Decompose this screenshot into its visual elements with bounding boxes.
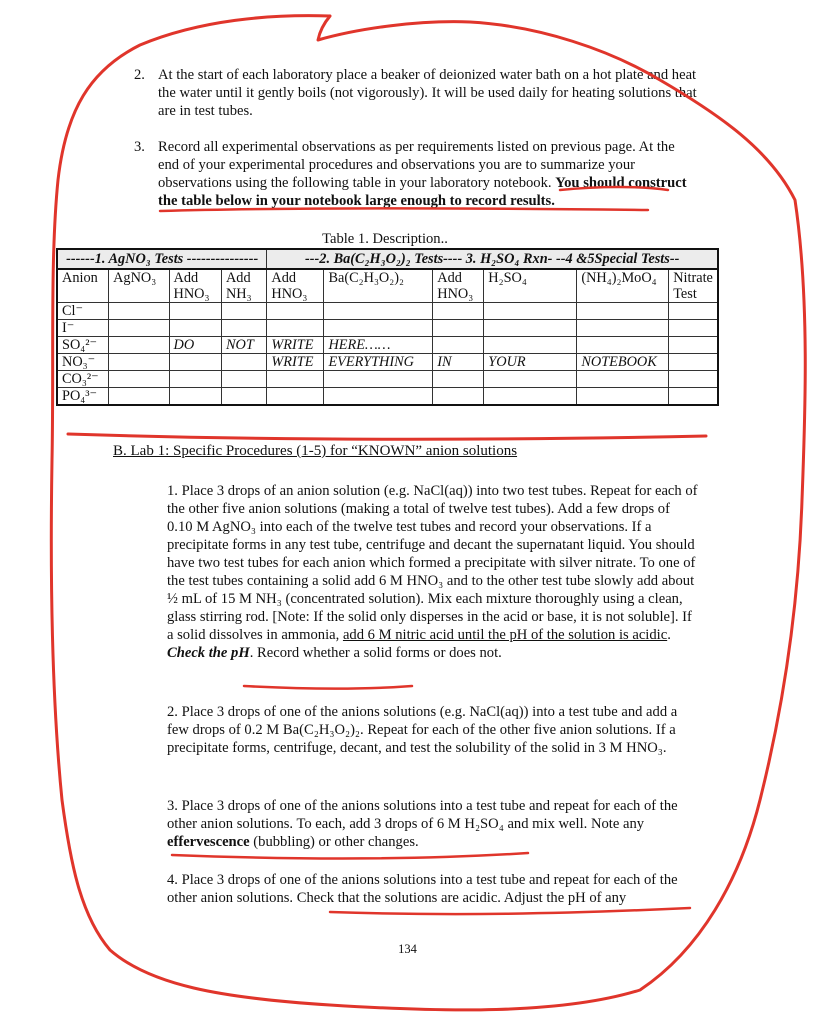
anion-cell: PO₄³⁻: [57, 388, 109, 406]
note-cell: DO: [169, 337, 221, 354]
note-cell: HERE……: [324, 337, 433, 354]
step-3-text: [158, 138, 698, 210]
note-cell: NOT: [221, 337, 266, 354]
band-other-tests: ---2. Ba(C₂H₃O₂)₂ Tests---- 3. H₂SO₄ Rxn- --4 &5Special Tests--: [267, 249, 718, 269]
note-cell: WRITE: [267, 354, 324, 371]
col-header: Add HNO₃: [267, 269, 324, 303]
underline-stroke: [172, 853, 528, 859]
table-row: [57, 354, 718, 371]
table-row: [57, 371, 718, 388]
anion-cell: NO₃⁻: [57, 354, 109, 371]
note-cell: YOUR: [484, 354, 577, 371]
col-header: Ba(C₂H₃O₂)₂: [324, 269, 433, 303]
procedure-3: [167, 797, 692, 851]
table-caption: Table 1. Description..: [322, 231, 448, 247]
table-row: [57, 303, 718, 320]
step-3: [134, 138, 698, 210]
anion-table: [56, 248, 719, 406]
step-3-bold-instruction: You should construct the table below in your notebook large enough to record results.: [158, 175, 687, 209]
step-2: [134, 66, 698, 120]
procedure-1-text: 1. Place 3 drops of an anion solution (e.g. NaCl(aq)) into two test tubes. Repeat for each of the other five anion solutions (making a total of twelve test tubes). Add a few drops of 0.10 M AgNO₃ into each of the twelve test tubes and record your observations. If a precipitate forms in any test tube, centrifuge and decant the supernatant liquid. You should have two test tubes for each anion which formed a precipitate with silver nitrate. To one of the test tubes containing a solid add 6 M HNO₃ and to the other test tube slowly add about ½ mL of 15 M NH₃ (concentrated solution). Mix each mixture thoroughly using a clean, glass stirring rod. [Note: If the solid only disperses in the acid or base, it is not soluble]. If a solid dissolves in ammonia, add 6 M nitric acid until the pH of the solution is acidic. Check the pH. Record whether a solid forms or does not.: [167, 483, 698, 661]
anion-cell: SO₄²⁻: [57, 337, 109, 354]
check-ph-emphasis: Check the pH: [167, 645, 250, 661]
col-header: H₂SO₄: [484, 269, 577, 303]
procedure-4: [167, 871, 699, 907]
table-row: [57, 337, 718, 354]
procedure-3-text: 3. Place 3 drops of one of the anions solutions into a test tube and repeat for each of the other anion solutions. To each, add 3 drops of 6 M H₂SO₄ and mix well. Note any effervescence (bubbling) or other changes.: [167, 798, 678, 850]
col-header: (NH₄)₂MoO₄: [577, 269, 669, 303]
col-header: Nitrate Test: [669, 269, 718, 303]
section-b-heading: B. Lab 1: Specific Procedures (1-5) for “KNOWN” anion solutions: [113, 443, 518, 459]
underline-stroke: [244, 686, 412, 689]
table-header-row: [57, 269, 718, 303]
table-row: [57, 388, 718, 406]
table-group-band: [57, 249, 718, 269]
page-number: 134: [398, 942, 417, 956]
col-header: Add NH₃: [221, 269, 266, 303]
note-cell: WRITE: [267, 337, 324, 354]
col-header: Anion: [57, 269, 109, 303]
col-header: Add HNO₃: [169, 269, 221, 303]
procedure-1-underlined: add 6 M nitric acid until the pH of the solution is acidic: [342, 627, 668, 643]
procedure-2-text: 2. Place 3 drops of one of the anions solutions (e.g. NaCl(aq)) into a test tube and add a few drops of 0.2 M Ba(C₂H₃O₂)₂. Repeat for each of the other five anion solutions. If a precipitate forms, centrifuge, decant, and test the solubility of the solid in 3 M HNO₃.: [167, 704, 678, 756]
procedure-2: [167, 703, 695, 757]
step-3-number: 3.: [134, 139, 145, 155]
col-header: Add HNO₃: [433, 269, 484, 303]
step-2-number: 2.: [134, 67, 145, 83]
step-2-text: At the start of each laboratory place a beaker of deionized water bath on a hot plate and heat the water until it gently boils (not vigorously). It will be used daily for heating solutions that are in test tubes.: [158, 67, 697, 119]
anion-cell: I⁻: [57, 320, 109, 337]
band-agno3-tests: ------1. AgNO₃ Tests ---------------: [57, 249, 267, 269]
step-3-body: Record all experimental observations as per requirements listed on previous page. At the end of your experimental procedures and observations you are to summarize your observations using the following table in your laboratory notebook.: [158, 139, 675, 191]
note-cell: EVERYTHING: [324, 354, 433, 371]
note-cell: IN: [433, 354, 484, 371]
table-row: [57, 320, 718, 337]
anion-cell: CO₃²⁻: [57, 371, 109, 388]
anion-cell: Cl⁻: [57, 303, 109, 320]
note-cell: NOTEBOOK: [577, 354, 669, 371]
underline-stroke: [330, 908, 690, 914]
col-header: AgNO₃: [109, 269, 169, 303]
underline-stroke: [68, 434, 706, 439]
procedure-1: [167, 482, 699, 662]
effervescence-emphasis: effervescence: [167, 834, 250, 850]
procedure-4-text: 4. Place 3 drops of one of the anions solutions into a test tube and repeat for each of the other anion solutions. Check that the solutions are acidic. Adjust the pH of any: [167, 872, 678, 906]
